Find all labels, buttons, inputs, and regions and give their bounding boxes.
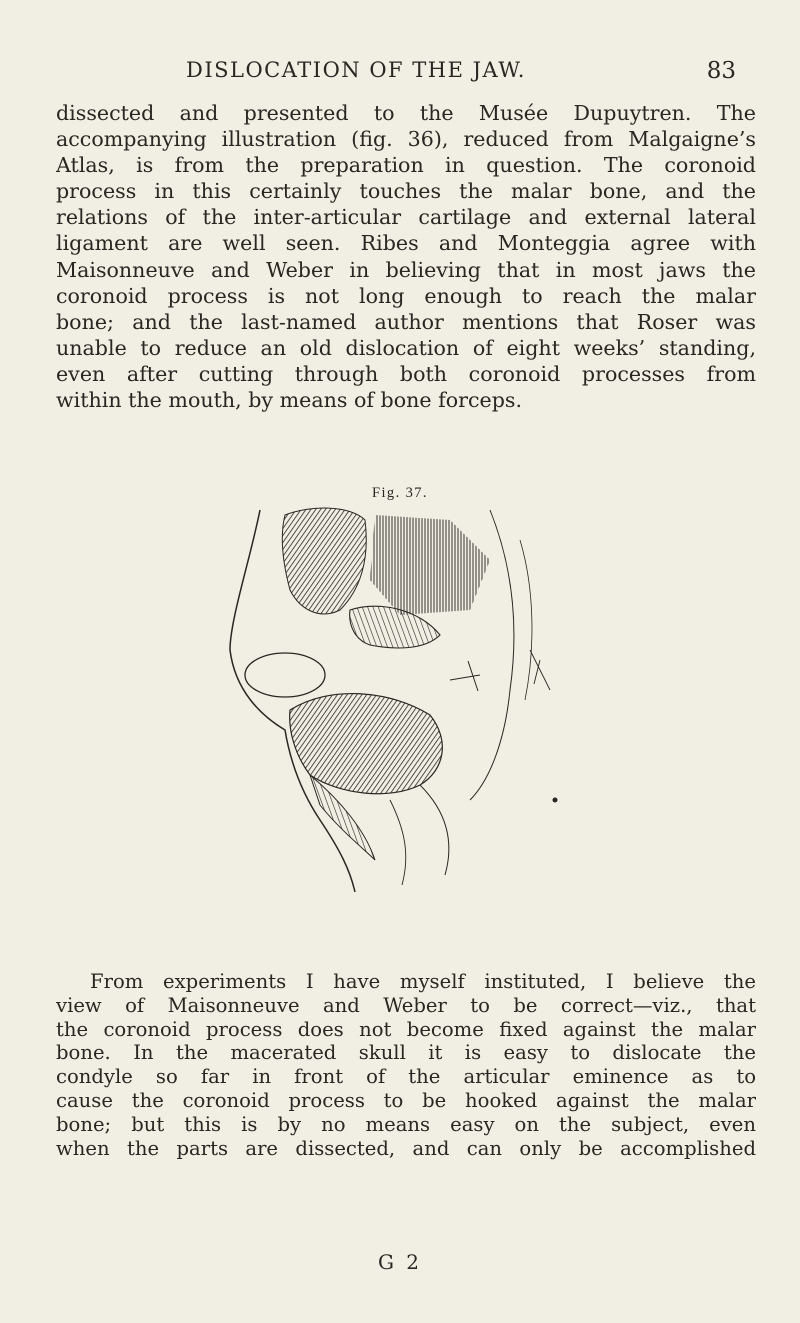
text-line: bone. In the macerated skull it is easy to dislocate the	[56, 1041, 756, 1065]
text-line: coronoid process is not long enough to reach the malar	[56, 283, 756, 308]
paragraph-1	[56, 100, 756, 413]
figure-caption: Fig. 37.	[372, 485, 428, 501]
text-line: bone; but this is by no means easy on the subject, even	[56, 1112, 756, 1136]
text-line: relations of the inter-articular cartilage and external lateral	[56, 205, 756, 230]
page-number: 83	[706, 58, 736, 84]
text-line: unable to reduce an old dislocation of eight weeks’ standing,	[56, 335, 756, 360]
text-line: cause the coronoid process to be hooked against the malar	[56, 1088, 756, 1112]
text-line: ligament are well seen. Ribes and Monteggia agree with	[56, 231, 756, 256]
text-line: view of Maisonneuve and Weber to be correct—viz., that	[56, 993, 756, 1017]
paragraph-2	[56, 970, 756, 1160]
text-line: accompanying illustration (fig. 36), reduced from Malgaigne’s	[56, 127, 756, 152]
text-line: Maisonneuve and Weber in believing that in most jaws the	[56, 257, 756, 282]
text-line: within the mouth, by means of bone forceps.	[56, 388, 523, 413]
running-head	[0, 58, 800, 88]
text-line: From experiments I have myself instituted, I believe the	[90, 970, 756, 993]
text-line: even after cutting through both coronoid processes from	[56, 361, 756, 386]
text-line: when the parts are dissected, and can only be accomplished	[56, 1136, 756, 1160]
text-line: bone; and the last-named author mentions that Roser was	[56, 309, 756, 334]
signature-mark: G 2	[377, 1250, 423, 1274]
text-line: the coronoid process does not become fixed against the malar	[56, 1017, 756, 1041]
text-line: Atlas, is from the preparation in question. The coronoid	[56, 153, 756, 178]
running-title: DISLOCATION OF THE JAW.	[186, 58, 526, 82]
text-line: condyle so far in front of the articular eminence as to	[56, 1065, 756, 1089]
jaw-dissection-illustration	[190, 500, 660, 900]
text-line: dissected and presented to the Musée Dupuytren. The	[56, 101, 756, 125]
text-line: process in this certainly touches the malar bone, and the	[56, 179, 756, 204]
